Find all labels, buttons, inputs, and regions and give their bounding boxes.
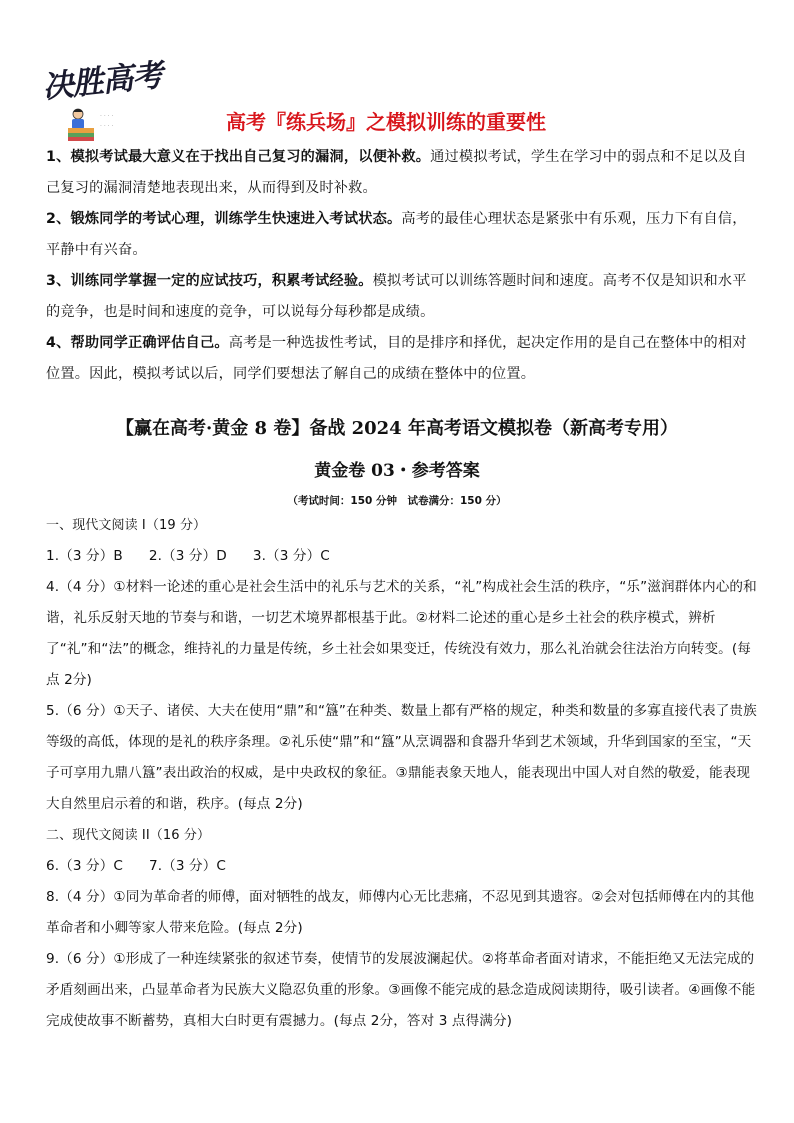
svg-text:· · · ·: · · · · xyxy=(100,113,114,120)
student-reading-icon xyxy=(64,104,134,144)
svg-text:· · · ·: · · · · xyxy=(100,123,114,130)
section-heading: 二、现代文阅读 II（16 分） xyxy=(46,828,211,843)
section-heading: 一、现代文阅读 I（19 分） xyxy=(46,518,207,533)
paper-meta: （考试时间：150 分钟 试卷满分：150 分） xyxy=(287,495,507,507)
logo-text: 决胜高考 xyxy=(40,57,164,106)
answer-item: 8.（4 分）①同为革命者的师傅，面对牺牲的战友，师傅内心无比悲痛，不忍见到其遗容。②会对包括师傅在内的其他革命者和小卿等家人带来危险。(每点 2分) xyxy=(46,889,755,936)
paper-subtitle: 黄金卷 03・参考答案 xyxy=(314,461,480,481)
document-title: 高考『练兵场』之模拟训练的重要性 xyxy=(226,110,546,134)
answer-row: 1.（3 分）B 2.（3 分）D 3.（3 分）C xyxy=(46,548,330,564)
paper-title: 【赢在高考·黄金 8 卷】备战 2024 年高考语文模拟卷（新高考专用） xyxy=(116,418,678,439)
brand-logo xyxy=(40,57,170,142)
intro-paragraph: 1、模拟考试最大意义在于找出自己复习的漏洞，以便补救。通过模拟考试，学生在学习中的弱点和不足以及自己复习的漏洞清楚地表现出来，从而得到及时补救。 xyxy=(46,149,747,196)
intro-paragraph: 3、训练同学掌握一定的应试技巧，积累考试经验。模拟考试可以训练答题时间和速度。高考不仅是知识和水平的竞争，也是时间和速度的竞争，可以说每分每秒都是成绩。 xyxy=(46,273,747,320)
intro-paragraph: 4、帮助同学正确评估自己。高考是一种选拔性考试，目的是排序和择优，起决定作用的是自己在整体中的相对位置。因此，模拟考试以后，同学们要想法了解自己的成绩在整体中的位置。 xyxy=(46,335,747,382)
answer-item: 4.（4 分）①材料一论述的重心是社会生活中的礼乐与艺术的关系，“礼”构成社会生活的秩序，“乐”滋润群体内心的和谐，礼乐反射天地的节奏与和谐，一切艺术境界都根基于此。②材料二论述的重心是乡土社会的秩序模式，辨析了“礼”和“法”的概念，维持礼的力量是传统，乡土社会如果变迁，传统没有效力，那么礼治就会往法治方向转变。(每点 2分) xyxy=(46,579,757,688)
answer-section xyxy=(46,510,758,1037)
answer-row: 6.（3 分）C 7.（3 分）C xyxy=(46,858,227,874)
intro-section xyxy=(46,142,754,390)
intro-paragraph: 2、锻炼同学的考试心理，训练学生快速进入考试状态。高考的最佳心理状态是紧张中有乐观，压力下有自信，平静中有兴奋。 xyxy=(46,211,747,258)
answer-item: 9.（6 分）①形成了一种连续紧张的叙述节奏，使情节的发展波澜起伏。②将革命者面对请求，不能拒绝又无法完成的矛盾刻画出来，凸显革命者为民族大义隐忍负重的形象。③画像不能完成的悬念造成阅读期待，吸引读者。④画像不能完成使故事不断蓄势，真相大白时更有震撼力。(每点 2分，答对 3 点得满分) xyxy=(46,951,756,1029)
answer-item: 5.（6 分）①天子、诸侯、大夫在使用“鼎”和“簋”在种类、数量上都有严格的规定，种类和数量的多寡直接代表了贵族等级的高低，体现的是礼的秩序条理。②礼乐使“鼎”和“簋”从烹调器和食器升华到艺术领域，升华到国家的至宝，“天子可享用九鼎八簋”表出政治的权威，是中央政权的象征。③鼎能表象天地人，能表现出中国人对自然的敬爱，能表现大自然里启示着的和谐，秩序。(每点 2分) xyxy=(46,703,757,812)
